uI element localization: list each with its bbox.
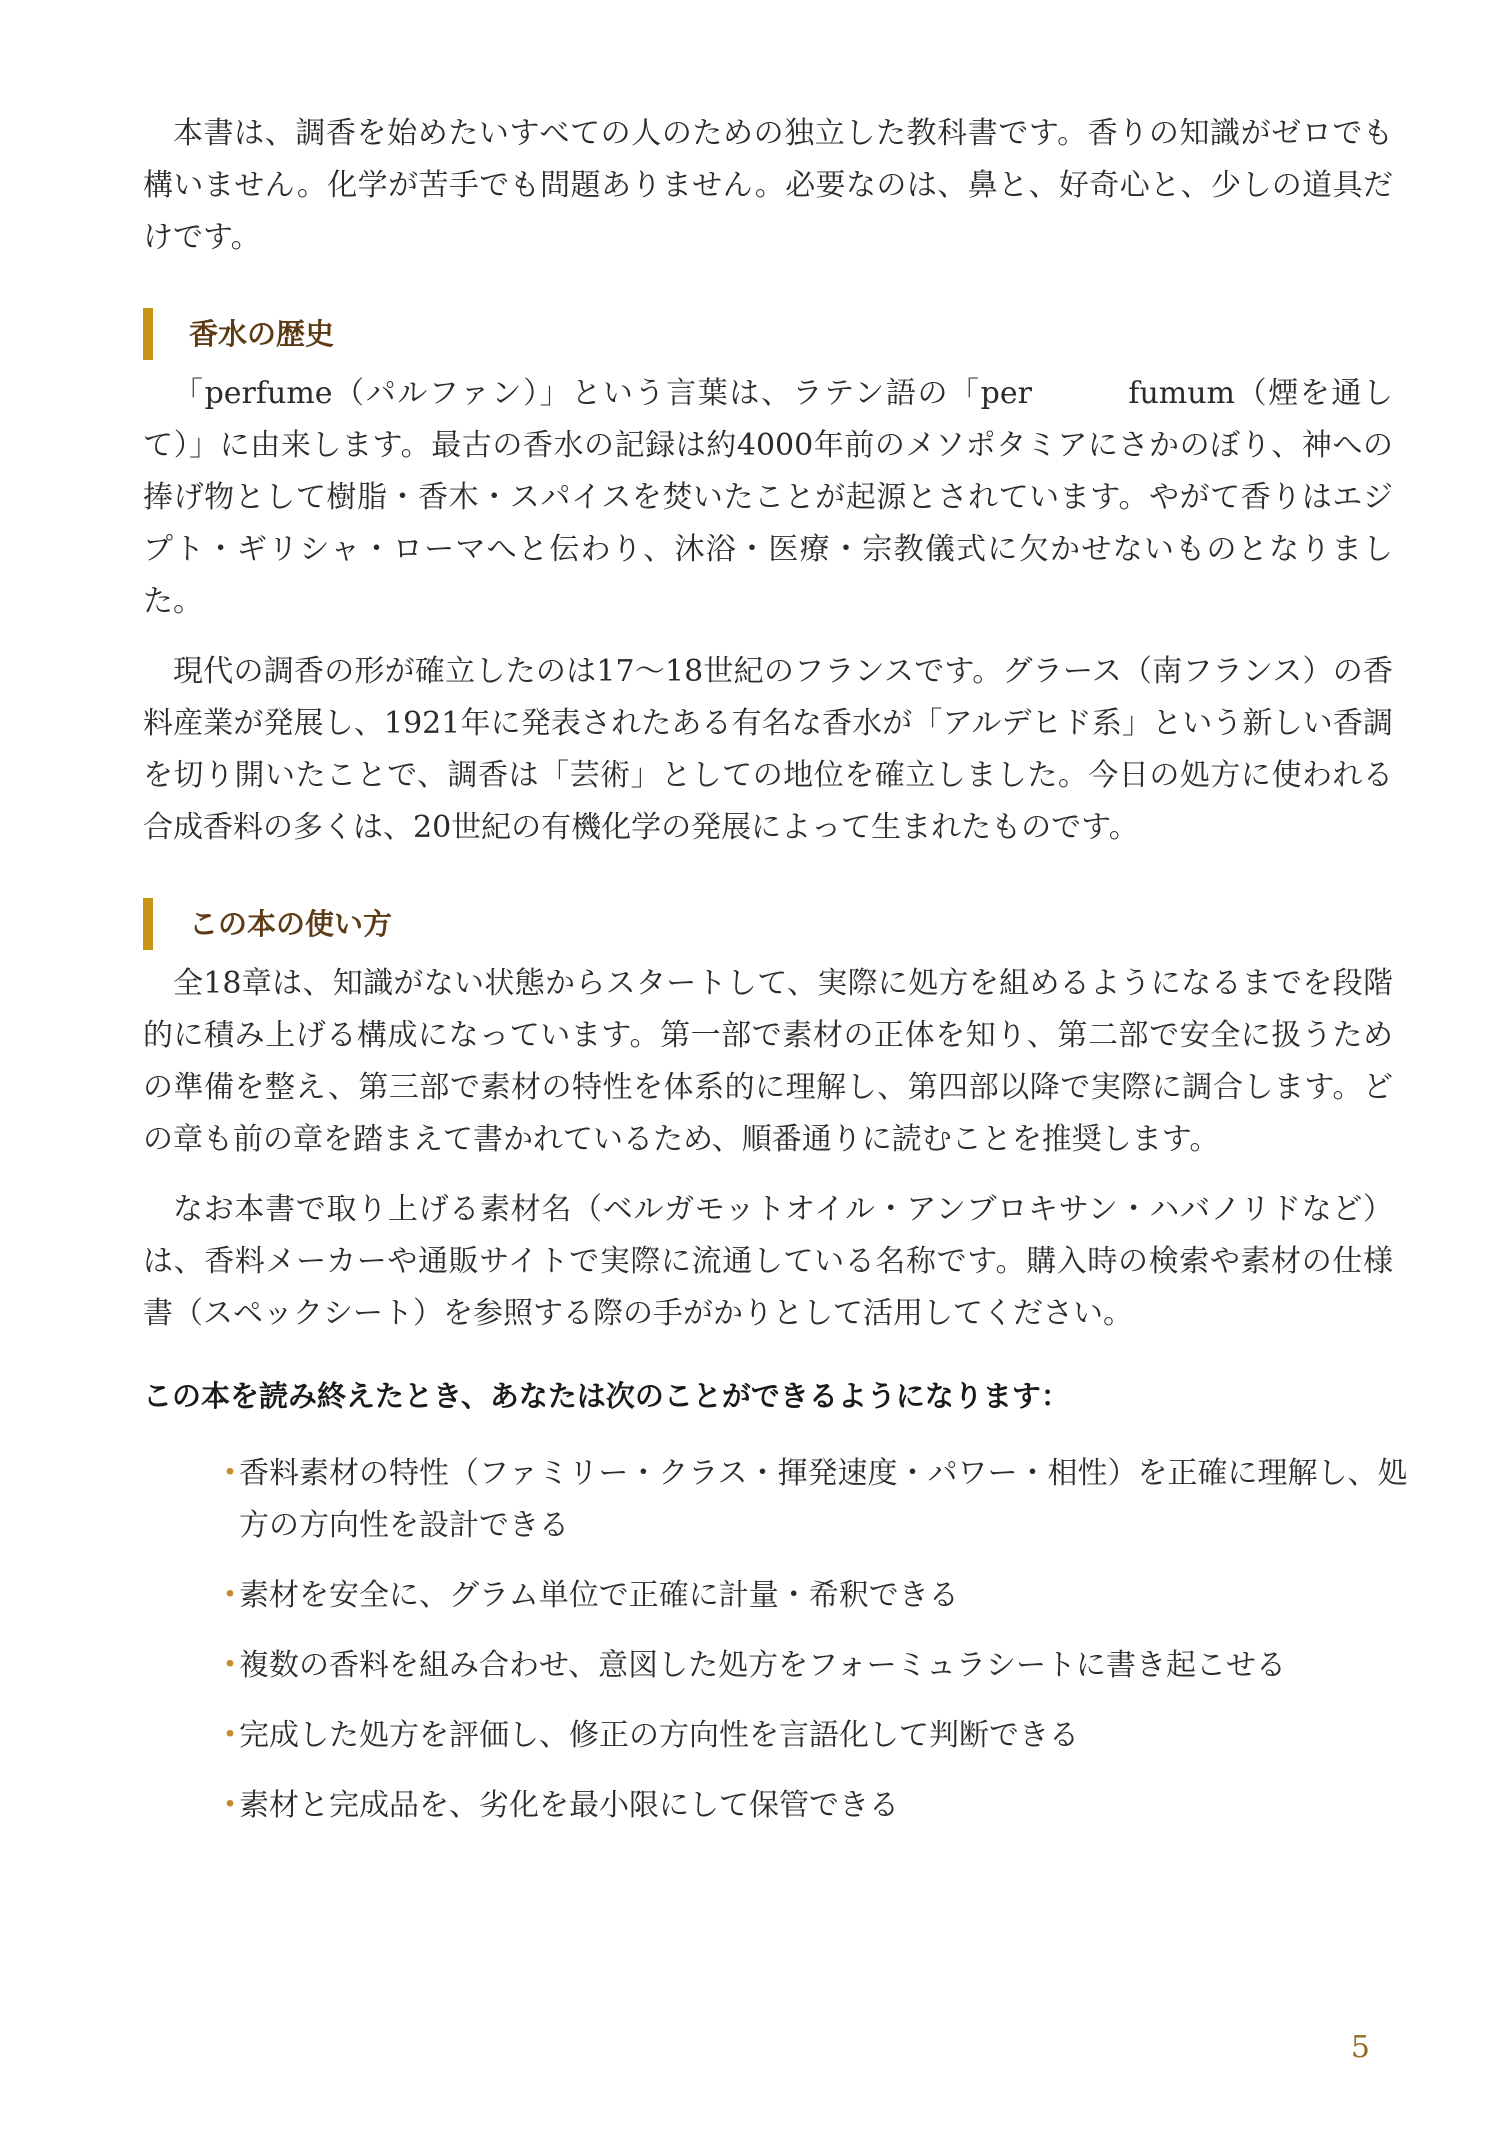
usage-paragraph-1: 全18章は、知識がない状態からスタートして、実際に処方を組めるようになるまでを段階的に積み上げる構成になっています。第一部で素材の正体を知り、第二部で安全に扱うための準備を整え、第三部で素材の特性を体系的に理解し、第四部以降で実際に調合します。どの章も前の章を踏まえて書かれているため、順番通りに読むことを推奨します。	[143, 966, 1393, 1157]
list-item	[215, 1640, 1415, 1692]
heading-accent-bar	[143, 898, 153, 950]
page-content	[143, 108, 1408, 1850]
outcomes-lead: この本を読み終えたとき、あなたは次のことができるようになります：	[143, 1379, 1070, 1413]
list-item	[215, 1710, 1415, 1762]
section-heading-history-label: 香水の歴史	[189, 317, 335, 351]
list-item	[215, 1570, 1415, 1622]
bullet-dot-icon: ・	[215, 1788, 245, 1823]
bullet-dot-icon: ・	[215, 1578, 245, 1613]
section-heading-usage	[143, 898, 1393, 950]
history-paragraph-1: 「perfume（パルファン）」という言葉は、ラテン語の「per fumum（煙を通して）」に由来します。最古の香水の記録は約4000年前のメソポタミアにさかのぼり、神への捧げ物として樹脂・香木・スパイスを焚いたことが起源とされています。やがて香りはエジプト・ギリシャ・ローマへと伝わり、沐浴・医療・宗教儀式に欠かせないものとなりました。	[143, 376, 1393, 619]
bullet-dot-icon: ・	[215, 1648, 245, 1683]
usage-paragraph-2: なお本書で取り上げる素材名（ベルガモットオイル・アンブロキサン・ハバノリドなど）は、香料メーカーや通販サイトで実際に流通している名称です。購入時の検索や素材の仕様書（スペックシート）を参照する際の手がかりとして活用してください。	[143, 1192, 1393, 1331]
list-item	[215, 1780, 1415, 1832]
bullet-dot-icon: ・	[215, 1718, 245, 1753]
list-item-text: 素材を安全に、グラム単位で正確に計量・希釈できる	[239, 1578, 959, 1613]
list-item	[215, 1448, 1415, 1552]
list-item-text: 複数の香料を組み合わせ、意図した処方をフォーミュラシートに書き起こせる	[239, 1648, 1286, 1683]
section-heading-usage-label: この本の使い方	[189, 907, 393, 941]
intro-paragraph: 本書は、調香を始めたいすべての人のための独立した教科書です。香りの知識がゼロでも構いません。化学が苦手でも問題ありません。必要なのは、鼻と、好奇心と、少しの道具だけです。	[143, 116, 1393, 255]
list-item-text: 完成した処方を評価し、修正の方向性を言語化して判断できる	[239, 1718, 1079, 1753]
list-item-text: 素材と完成品を、劣化を最小限にして保管できる	[239, 1788, 899, 1823]
bullet-dot-icon: ・	[215, 1456, 245, 1491]
list-item-text: 香料素材の特性（ファミリー・クラス・揮発速度・パワー・相性）を正確に理解し、処方の方向性を設計できる	[239, 1456, 1408, 1543]
history-paragraph-2: 現代の調香の形が確立したのは17〜18世紀のフランスです。グラース（南フランス）の香料産業が発展し、1921年に発表されたある有名な香水が「アルデヒド系」という新しい香調を切り開いたことで、調香は「芸術」としての地位を確立しました。今日の処方に使われる合成香料の多くは、20世紀の有機化学の発展によって生まれたものです。	[143, 654, 1393, 845]
section-heading-history	[143, 308, 1393, 360]
heading-accent-bar	[143, 308, 153, 360]
page-number: 5	[1350, 2030, 1370, 2065]
outcomes-list	[143, 1448, 1415, 1832]
